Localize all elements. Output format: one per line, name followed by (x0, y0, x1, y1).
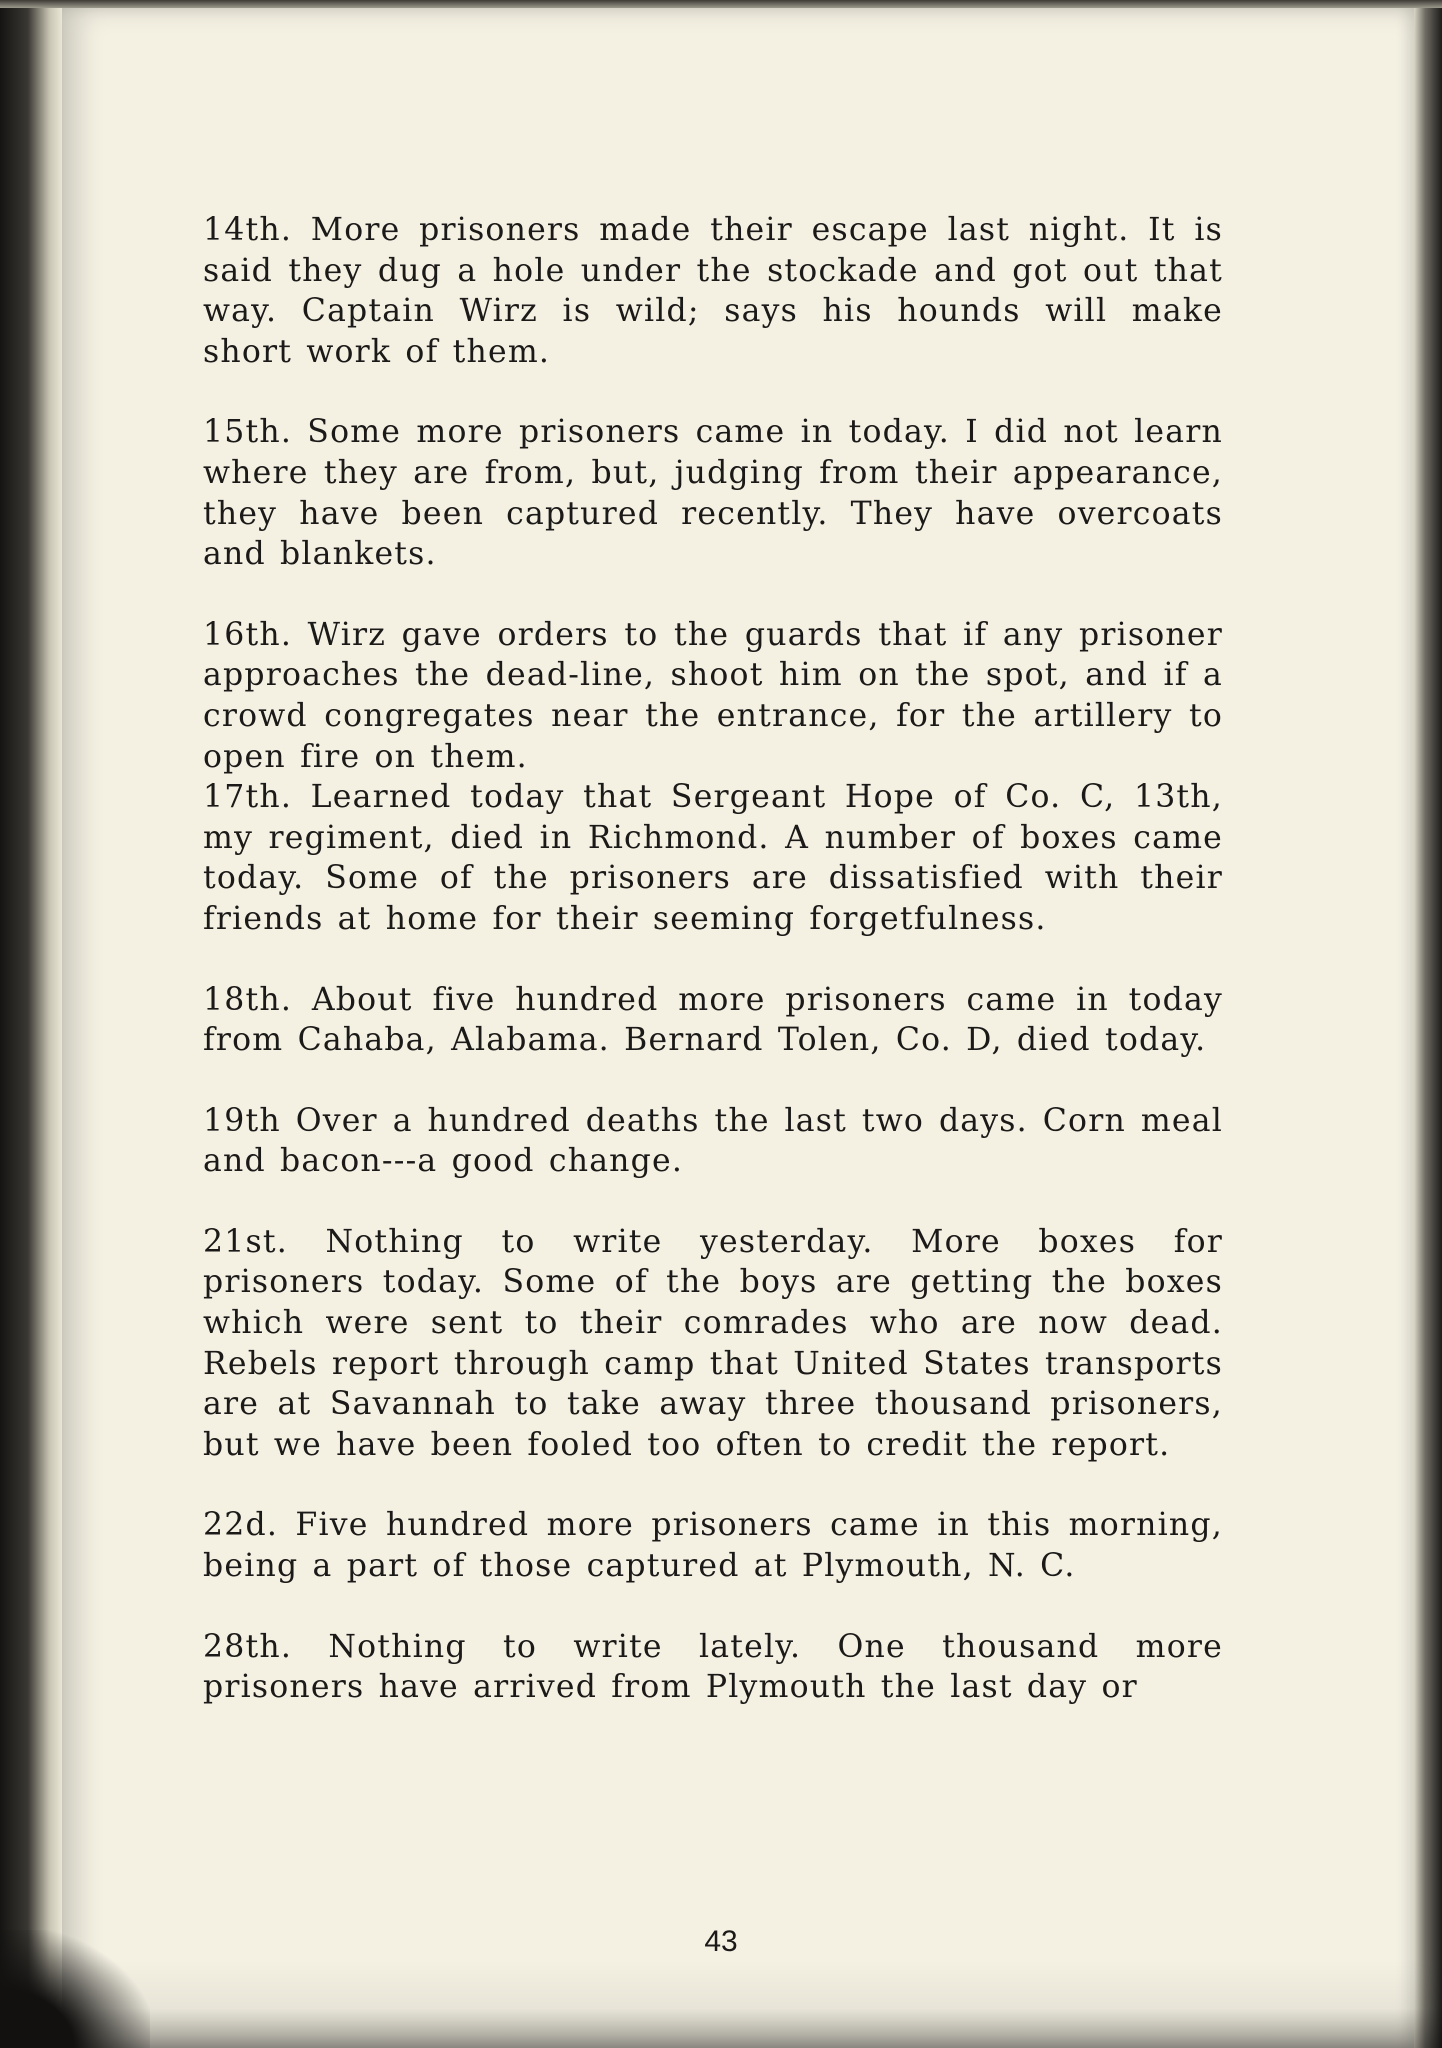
diary-entry-28th: 28th. Nothing to write lately. One thousand more prisoners have arrived from Plymouth the last day or (203, 1628, 1223, 1706)
diary-entry-14th: 14th. More prisoners made their escape last night. It is said they dug a hole under the stockade and got out that way. Captain Wirz is wild; says his hounds will make short work of them. (203, 212, 1223, 370)
diary-entry-19th: 19th Over a hundred deaths the last two days. Corn meal and bacon---a good change. (203, 1102, 1223, 1180)
diary-entry-17th: 17th. Learned today that Sergeant Hope of Co. C, 13th, my regiment, died in Richmond. A number of boxes came today. Some of the prisoners are dissatisfied with their friends at home for their seeming forgetfulness. (203, 779, 1223, 937)
diary-entry-21st: 21st. Nothing to write yesterday. More boxes for prisoners today. Some of the boys are getting the boxes which were sent to their comrades who are now dead. Rebels report through camp that United States transports are at Savannah to take away three thousand prisoners, but we have been fooled too often to credit the report. (203, 1223, 1223, 1463)
book-spine-shadow (0, 0, 62, 2048)
diary-entry-18th: 18th. About five hundred more prisoners came in today from Cahaba, Alabama. Bernard Tolen, Co. D, died today. (203, 981, 1223, 1059)
page-number: 43 (704, 1925, 738, 1958)
diary-entry-22d: 22d. Five hundred more prisoners came in this morning, being a part of those captured at Plymouth, N. C. (203, 1507, 1223, 1585)
page-edge (1414, 0, 1442, 2048)
diary-entry-15th: 15th. Some more prisoners came in today. I did not learn where they are from, but, judging from their appearance, they have been captured recently. They have overcoats and blankets. (203, 414, 1223, 573)
diary-entry-16th: 16th. Wirz gave orders to the guards that if any prisoner approaches the dead-line, shoot him on the spot, and if a crowd congregates near the entrance, for the artillery to open fire on them. (203, 616, 1223, 775)
top-page-edge (0, 0, 1442, 8)
diary-text (203, 210, 1223, 1708)
